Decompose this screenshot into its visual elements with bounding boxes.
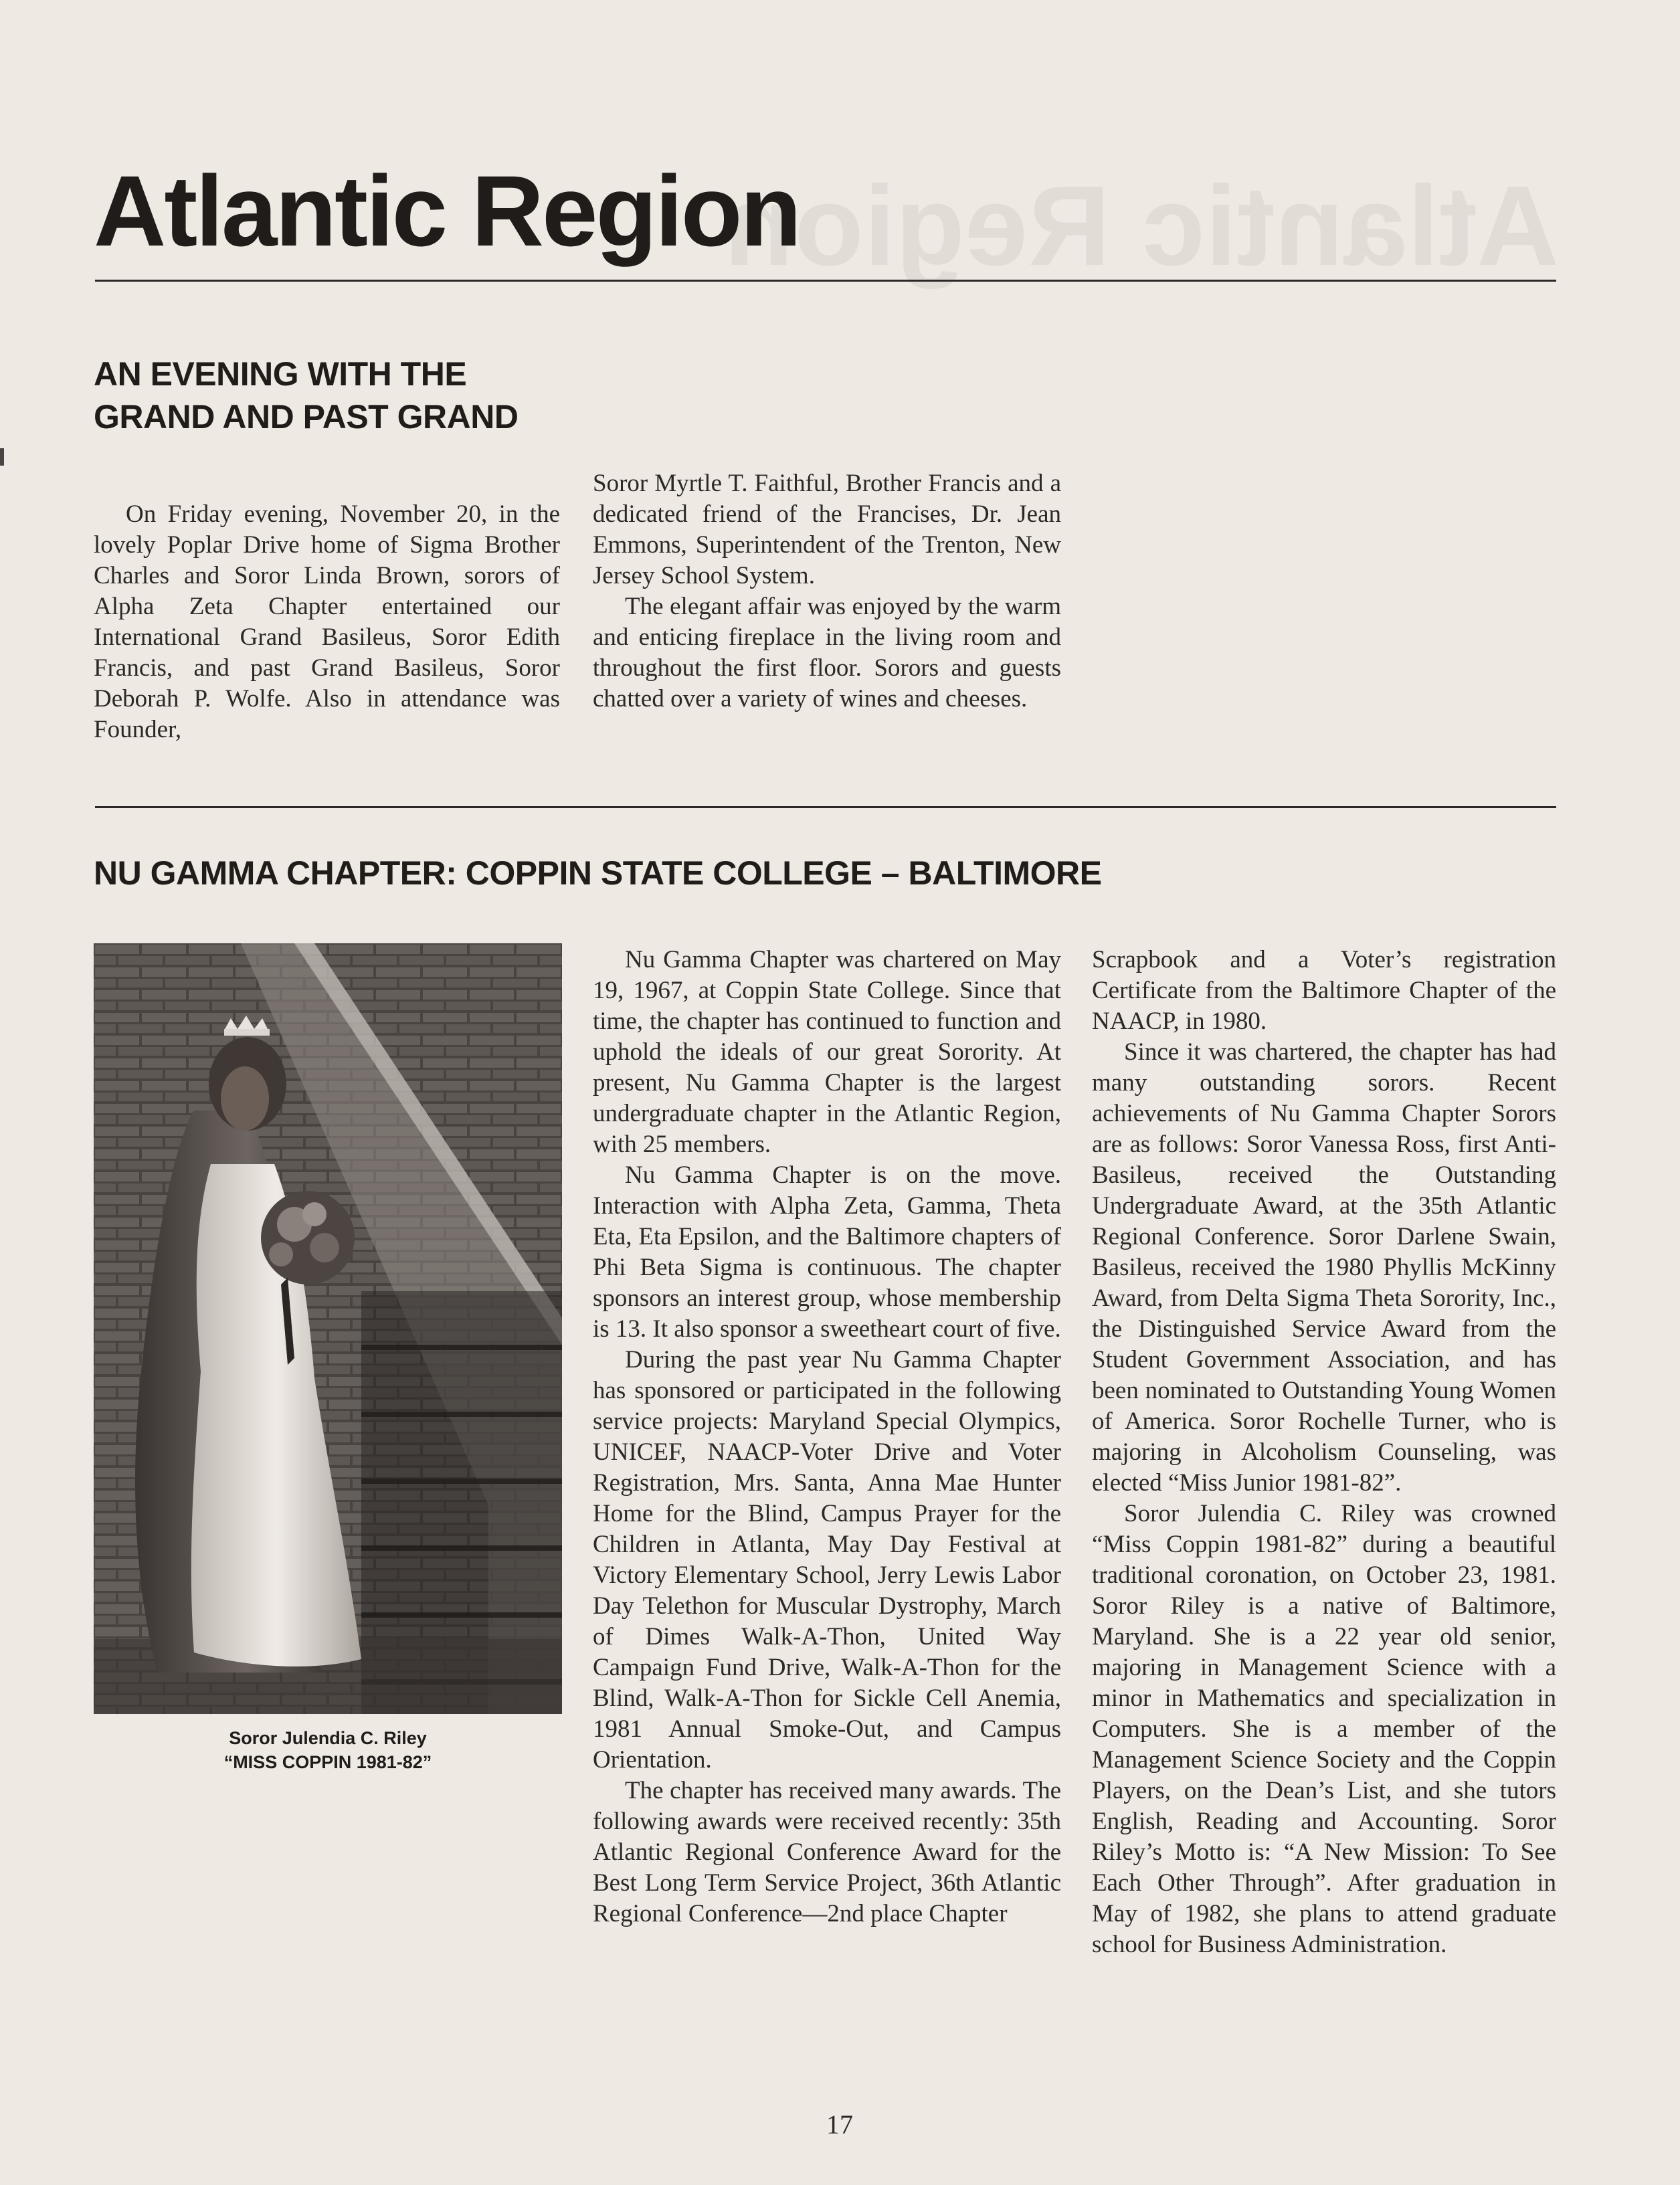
- article2-column-1: [593, 945, 1061, 1929]
- article2-col1-paragraph-1: Nu Gamma Chapter was chartered on May 19, 1967, at Coppin State College. Since that time, the chapter has continued to function and uphold the ideals of our great Sorority. At present, Nu Gamma Chapter is the largest undergraduate chapter in the Atlantic Region, with 25 members.: [593, 946, 1061, 1158]
- article1-column-2: [593, 468, 1061, 715]
- photo-caption: [94, 1726, 562, 1774]
- article2-column-2: [1092, 945, 1556, 1960]
- article1-paragraph-3: The elegant affair was enjoyed by the warm and enticing fireplace in the living room and throughout the first floor. Sorors and guests chatted over a variety of wines and cheeses.: [593, 593, 1061, 712]
- article2-col2-paragraph-1: Scrapbook and a Voter’s registration Certificate from the Baltimore Chapter of the NAACP, in 1980.: [1092, 946, 1556, 1035]
- article1-column-1: [94, 499, 560, 745]
- article2-col2-paragraph-2: Since it was chartered, the chapter has had many outstanding sorors. Recent achievements of Nu Gamma Chapter Sorors are as follows: Soror Vanessa Ross, first Anti-Basileus, received the Outstanding Undergraduate Award, at the 35th Atlantic Regional Conference. Soror Darlene Swain, Basileus, received the 1980 Phyllis McKinny Award, from Delta Sigma Theta Sorority, Inc., the Distinguished Service Award from the Student Government Association, and has been nominated to Outstanding Young Women of America. Soror Rochelle Turner, who is majoring in Alcoholism Counseling, was elected “Miss Junior 1981-82”.: [1092, 1038, 1556, 1497]
- article1-paragraph-1: On Friday evening, November 20, in the lovely Poplar Drive home of Sigma Brother Charles and Soror Linda Brown, sorors of Alpha Zeta Chapter entertained our International Grand Basileus, Soror Edith Francis, and past Grand Basileus, Soror Deborah P. Wolfe. Also in attendance was Founder,: [94, 500, 560, 743]
- photo-illustration: [94, 943, 562, 1714]
- bleed-through-title: Atlantic Region: [725, 163, 1559, 290]
- photo-caption-name: Soror Julendia C. Riley: [229, 1728, 427, 1748]
- photo-miss-coppin: [94, 943, 562, 1714]
- photo-caption-title: “MISS COPPIN 1981-82”: [223, 1752, 432, 1772]
- article2-heading: NU GAMMA CHAPTER: COPPIN STATE COLLEGE – BALTIMORE: [94, 854, 1102, 892]
- article2-col1-paragraph-2: Nu Gamma Chapter is on the move. Interaction with Alpha Zeta, Gamma, Theta Eta, Eta Epsilon, and the Baltimore chapters of Phi Beta Sigma is continuous. The chapter sponsors an interest group, whose membership is 13. It also sponsor a sweetheart court of five.: [593, 1161, 1061, 1343]
- page-number: 17: [826, 2109, 853, 2140]
- article2-col1-paragraph-3: During the past year Nu Gamma Chapter has sponsored or participated in the following service projects: Maryland Special Olympics, UNICEF, NAACP-Voter Drive and Voter Registration, Mrs. Santa, Anna Mae Hunter Home for the Blind, Campus Prayer for the Children in Atlanta, May Day Festival at Victory Elementary School, Jerry Lewis Labor Day Telethon for Muscular Dystrophy, March of Dimes Walk-A-Thon, United Way Campaign Fund Drive, Walk-A-Thon for the Blind, Walk-A-Thon for Sickle Cell Anemia, 1981 Annual Smoke-Out, and Campus Orientation.: [593, 1346, 1061, 1774]
- article2-col2-paragraph-3: Soror Julendia C. Riley was crowned “Miss Coppin 1981-82” during a beautiful traditional coronation, on October 23, 1981. Soror Riley is a native of Baltimore, Maryland. She is a 22 year old senior, majoring in Management Science with a minor in Mathematics and specialization in Computers. She is a member of the Management Science Society and the Coppin Players, on the Dean’s List, and she tutors English, Reading and Accounting. Soror Riley’s Motto is: “A New Mission: To See Each Other Through”. After graduation in May of 1982, she plans to attend graduate school for Business Administration.: [1092, 1500, 1556, 1958]
- article1-paragraph-2: Soror Myrtle T. Faithful, Brother Francis and a dedicated friend of the Francises, Dr. Jean Emmons, Superintendent of the Trenton, New Jersey School System.: [593, 470, 1061, 589]
- title-rule: [95, 280, 1556, 282]
- article2-col1-paragraph-4: The chapter has received many awards. The following awards were received recently: 35th Atlantic Regional Conference Award for the Best Long Term Service Project, 36th Atlantic Regional Conference—2nd place Chapter: [593, 1777, 1061, 1927]
- page-edge-mark: [0, 448, 4, 466]
- section-rule: [95, 806, 1556, 808]
- page-title: Atlantic Region: [94, 155, 800, 267]
- article1-heading: AN EVENING WITH THE GRAND AND PAST GRAND: [94, 355, 519, 436]
